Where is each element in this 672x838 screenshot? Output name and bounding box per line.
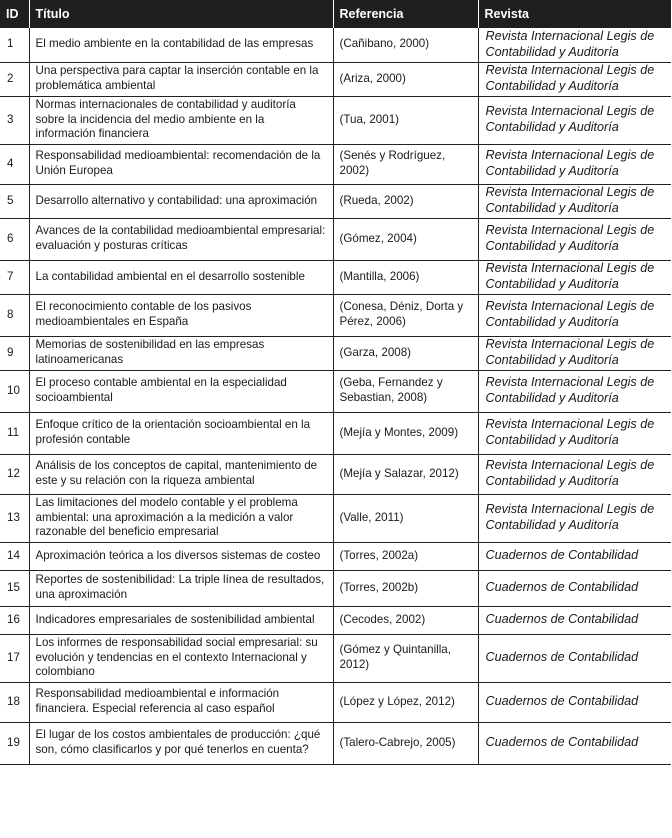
- cell-id: 1: [0, 28, 29, 62]
- cell-referencia: (Geba, Fernandez y Sebastian, 2008): [333, 370, 478, 412]
- cell-revista: Cuadernos de Contabilidad: [478, 606, 671, 634]
- cell-referencia: (Torres, 2002b): [333, 570, 478, 606]
- cell-id: 18: [0, 682, 29, 722]
- cell-revista: Revista Internacional Legis de Contabilidad y Auditoría: [478, 218, 671, 260]
- cell-revista: Revista Internacional Legis de Contabilidad y Auditoría: [478, 336, 671, 370]
- table-row: [0, 28, 671, 62]
- cell-id: 3: [0, 96, 29, 144]
- cell-titulo: Responsabilidad medioambiental e información financiera. Especial referencia al caso español: [29, 682, 333, 722]
- cell-titulo: Enfoque crítico de la orientación socioambiental en la profesión contable: [29, 412, 333, 454]
- table-row: [0, 294, 671, 336]
- cell-revista: Revista Internacional Legis de Contabilidad y Auditoría: [478, 370, 671, 412]
- table-row: [0, 260, 671, 294]
- cell-referencia: (Mejía y Salazar, 2012): [333, 454, 478, 494]
- cell-referencia: (Tua, 2001): [333, 96, 478, 144]
- cell-referencia: (Garza, 2008): [333, 336, 478, 370]
- cell-referencia: (Ariza, 2000): [333, 62, 478, 96]
- table-row: [0, 454, 671, 494]
- cell-referencia: (Gómez y Quintanilla, 2012): [333, 634, 478, 682]
- table-row: [0, 494, 671, 542]
- cell-revista: Revista Internacional Legis de Contabilidad y Auditoría: [478, 412, 671, 454]
- table-row: [0, 542, 671, 570]
- cell-titulo: Reportes de sostenibilidad: La triple línea de resultados, una aproximación: [29, 570, 333, 606]
- cell-titulo: Normas internacionales de contabilidad y auditoría sobre la incidencia del medio ambiente en la información financiera: [29, 96, 333, 144]
- cell-id: 4: [0, 144, 29, 184]
- cell-referencia: (Talero-Cabrejo, 2005): [333, 722, 478, 764]
- header-referencia: Referencia: [333, 0, 478, 28]
- cell-titulo: El lugar de los costos ambientales de producción: ¿qué son, cómo clasificarlos y por qué tenerlos en cuenta?: [29, 722, 333, 764]
- header-titulo: Título: [29, 0, 333, 28]
- cell-titulo: Los informes de responsabilidad social empresarial: su evolución y tendencias en el contexto Internacional y colombiano: [29, 634, 333, 682]
- cell-revista: Revista Internacional Legis de Contabilidad y Auditoría: [478, 260, 671, 294]
- cell-revista: Revista Internacional Legis de Contabilidad y Auditoría: [478, 28, 671, 62]
- cell-id: 11: [0, 412, 29, 454]
- cell-titulo: Responsabilidad medioambiental: recomendación de la Unión Europea: [29, 144, 333, 184]
- cell-id: 16: [0, 606, 29, 634]
- cell-referencia: (Torres, 2002a): [333, 542, 478, 570]
- table-row: [0, 570, 671, 606]
- cell-id: 15: [0, 570, 29, 606]
- cell-referencia: (Valle, 2011): [333, 494, 478, 542]
- cell-referencia: (Gómez, 2004): [333, 218, 478, 260]
- cell-titulo: El medio ambiente en la contabilidad de las empresas: [29, 28, 333, 62]
- cell-titulo: El reconocimiento contable de los pasivos medioambientales en España: [29, 294, 333, 336]
- cell-id: 5: [0, 184, 29, 218]
- header-id: ID: [0, 0, 29, 28]
- cell-referencia: (Rueda, 2002): [333, 184, 478, 218]
- cell-titulo: Una perspectiva para captar la inserción contable en la problemática ambiental: [29, 62, 333, 96]
- cell-titulo: Desarrollo alternativo y contabilidad: una aproximación: [29, 184, 333, 218]
- cell-id: 12: [0, 454, 29, 494]
- cell-revista: Revista Internacional Legis de Contabilidad y Auditoría: [478, 96, 671, 144]
- cell-id: 7: [0, 260, 29, 294]
- table-row: [0, 62, 671, 96]
- cell-revista: Revista Internacional Legis de Contabilidad y Auditoría: [478, 454, 671, 494]
- cell-revista: Cuadernos de Contabilidad: [478, 682, 671, 722]
- header-row: [0, 0, 671, 28]
- cell-id: 9: [0, 336, 29, 370]
- cell-titulo: El proceso contable ambiental en la especialidad socioambiental: [29, 370, 333, 412]
- cell-referencia: (Mantilla, 2006): [333, 260, 478, 294]
- cell-id: 14: [0, 542, 29, 570]
- cell-revista: Cuadernos de Contabilidad: [478, 570, 671, 606]
- cell-revista: Revista Internacional Legis de Contabilidad y Auditoría: [478, 144, 671, 184]
- cell-titulo: La contabilidad ambiental en el desarrollo sostenible: [29, 260, 333, 294]
- cell-referencia: (Conesa, Déniz, Dorta y Pérez, 2006): [333, 294, 478, 336]
- cell-revista: Cuadernos de Contabilidad: [478, 722, 671, 764]
- table-row: [0, 96, 671, 144]
- table-row: [0, 336, 671, 370]
- cell-titulo: Memorias de sostenibilidad en las empresas latinoamericanas: [29, 336, 333, 370]
- cell-id: 6: [0, 218, 29, 260]
- cell-revista: Revista Internacional Legis de Contabilidad y Auditoría: [478, 494, 671, 542]
- table-row: [0, 682, 671, 722]
- cell-referencia: (Cecodes, 2002): [333, 606, 478, 634]
- cell-id: 2: [0, 62, 29, 96]
- cell-referencia: (López y López, 2012): [333, 682, 478, 722]
- header-revista: Revista: [478, 0, 671, 28]
- cell-revista: Cuadernos de Contabilidad: [478, 542, 671, 570]
- cell-id: 17: [0, 634, 29, 682]
- table-row: [0, 634, 671, 682]
- cell-id: 13: [0, 494, 29, 542]
- table-row: [0, 370, 671, 412]
- cell-titulo: Análisis de los conceptos de capital, mantenimiento de este y su relación con la riqueza ambiental: [29, 454, 333, 494]
- table-row: [0, 218, 671, 260]
- cell-revista: Revista Internacional Legis de Contabilidad y Auditoría: [478, 184, 671, 218]
- cell-revista: Revista Internacional Legis de Contabilidad y Auditoría: [478, 62, 671, 96]
- table-row: [0, 606, 671, 634]
- cell-referencia: (Senés y Rodríguez, 2002): [333, 144, 478, 184]
- cell-id: 19: [0, 722, 29, 764]
- cell-titulo: Las limitaciones del modelo contable y el problema ambiental: una aproximación a la medición a valor razonable del beneficio empresarial: [29, 494, 333, 542]
- table-body: [0, 28, 671, 764]
- cell-referencia: (Cañibano, 2000): [333, 28, 478, 62]
- cell-id: 10: [0, 370, 29, 412]
- cell-id: 8: [0, 294, 29, 336]
- cell-revista: Revista Internacional Legis de Contabilidad y Auditoría: [478, 294, 671, 336]
- table-row: [0, 184, 671, 218]
- cell-titulo: Avances de la contabilidad medioambiental empresarial: evaluación y posturas críticas: [29, 218, 333, 260]
- cell-referencia: (Mejía y Montes, 2009): [333, 412, 478, 454]
- cell-titulo: Indicadores empresariales de sostenibilidad ambiental: [29, 606, 333, 634]
- table-row: [0, 144, 671, 184]
- table-row: [0, 412, 671, 454]
- table-row: [0, 722, 671, 764]
- cell-revista: Cuadernos de Contabilidad: [478, 634, 671, 682]
- cell-titulo: Aproximación teórica a los diversos sistemas de costeo: [29, 542, 333, 570]
